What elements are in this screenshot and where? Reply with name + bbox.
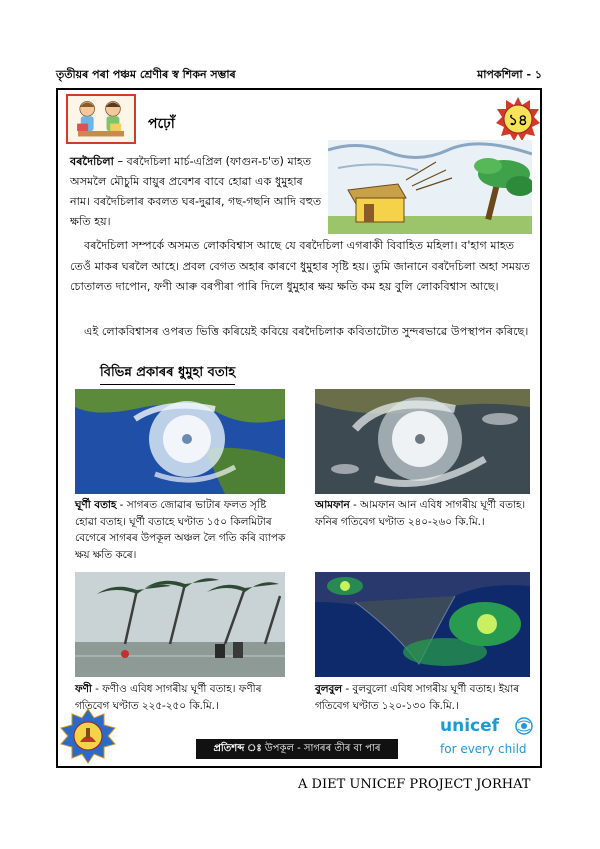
ghurni-caption — [75, 497, 287, 563]
worksheet-number: মাপকশিলা - ১ — [477, 68, 542, 81]
bulbul-text: - বুলবুলো এবিধ সাগৰীয় ঘূৰ্ণী বতাহ। ইয়াৰ গতিবেগ ঘণ্টাত ১২০-১৩০ কি.মি.। — [315, 683, 520, 712]
amphan-name: আমফান — [315, 499, 350, 511]
bulbul-satellite-map — [315, 572, 530, 677]
unicef-tagline: for every child — [440, 742, 527, 756]
diet-jorhat-logo — [60, 708, 116, 764]
keyword-definition-bar — [196, 739, 398, 759]
intro-paragraph — [70, 152, 322, 232]
folk-belief-paragraph: বৰদৈচিলা সম্পৰ্কে অসমত লোকবিশ্বাস আছে যে বৰদৈচিলা এগৰাকী বিবাহিত মহিলা। ব'হাগ মাহত তেওঁ মাকৰ ঘৰলৈ আহে। প্ৰবল বেগত অহাৰ কাৰণে ধুমুহাৰ সৃষ্টি হয়। তুমি জানানে বৰদৈচিলা অহা সময়ত চোতালত দাপোন, ফণী আৰু বৰপীৰা পাৰি দিলে ধুমুহাৰ ক্ষয় ক্ষতি কম হয় বুলি লোকবিশ্বাস আছে। — [70, 239, 531, 293]
globe-icon — [515, 717, 533, 735]
children-reading-illustration — [66, 94, 136, 144]
fani-name: ফণী — [75, 683, 92, 695]
bulbul-name: বুলবুল — [315, 683, 343, 695]
intro-dash: – — [113, 155, 127, 168]
keyword-text: উপকূল - সাগৰৰ তীৰ বা পাৰ — [261, 743, 381, 754]
page-footer: A DIET UNICEF PROJECT JORHAT — [298, 777, 531, 792]
intro-term: বৰদৈচিলা — [70, 155, 114, 168]
fani-storm-photo — [75, 572, 285, 677]
ghurni-name: ঘূৰ্ণী বতাহ — [75, 499, 117, 511]
unicef-brand: unicef — [440, 716, 500, 736]
cyclone-satellite-photo — [75, 389, 285, 494]
section-heading: বিভিন্ন প্ৰকাৰৰ ধুমুহা বতাহ — [100, 363, 235, 385]
bulbul-caption — [315, 681, 532, 714]
lesson-number: ১৪ — [508, 111, 528, 129]
amphan-text: - আমফান আন এবিধ সাগৰীয় ঘূৰ্ণী বতাহ। ফনিৰ গতিবেগ ঘণ্টাত ২৪০-২৬০ কি.মি.। — [315, 499, 526, 528]
amphan-caption — [315, 497, 530, 530]
storm-house-illustration — [328, 140, 532, 234]
fani-text: - ফণীও এবিধ সাগৰীয় ঘূৰ্ণী বতাহ। ফণীৰ গতিবেগ ঘণ্টাত ২২৫-২৫০ কি.মি.। — [75, 683, 262, 712]
unicef-logo — [440, 716, 536, 766]
keyword-label: প্ৰতিশব্দ ঃ — [213, 743, 262, 754]
amphan-satellite-photo — [315, 389, 530, 494]
intro-text: বৰদৈচিলা মাৰ্চ-এপ্ৰিল (ফাগুন-চ'ত) মাহত অসমলৈ মৌচুমি বায়ুৰ প্ৰবেশৰ বাবে হোৱা এক ধুমুহাৰ নাম। বৰদৈচিলাৰ কবলত ঘৰ-দুৱাৰ, গছ-গছনি আদি বহুত ক্ষতি হয়। — [70, 155, 322, 228]
lesson-number-badge — [495, 96, 541, 142]
ghurni-text: - সাগৰত জোৱাৰ ভাটাৰ ফলত সৃষ্টি হোৱা বতাহ। ঘূৰ্ণী বতাহে ঘণ্টাত ১৫০ কিলমিটাৰ বেগেৰে সাগৰৰ উপকূল অঞ্চল লৈ গতি কৰি ব্যাপক ক্ষয় ক্ষতি কৰে। — [75, 499, 286, 561]
poem-intro-paragraph: এই লোকবিশ্বাসৰ ওপৰত ভিত্তি কৰিয়েই কবিয়ে বৰদৈচিলাক কবিতাটোত সুন্দৰভাৱে উপস্থাপন কৰিছে। — [84, 325, 529, 338]
lesson-title: পঢ়োঁ — [148, 116, 175, 132]
series-title: তৃতীয়ৰ পৰা পঞ্চম শ্ৰেণীৰ স্ব শিকন সম্ভাৰ — [56, 68, 236, 81]
